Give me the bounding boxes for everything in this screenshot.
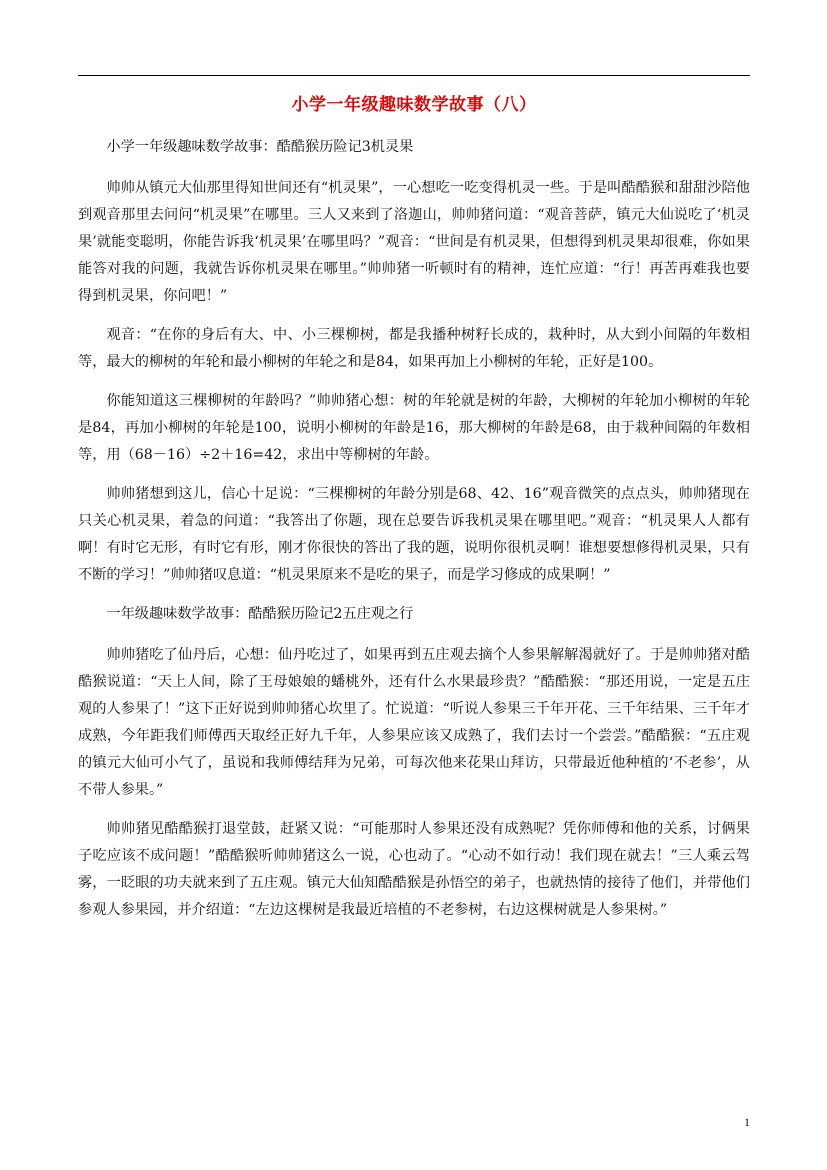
page-number: 1 [744, 1115, 750, 1129]
body-paragraph: 你能知道这三棵柳树的年龄吗？”帅帅猪心想：树的年轮就是树的年龄，大柳树的年轮加小柳树的年轮是84，再加小柳树的年轮是100，说明小柳树的年龄是16，那大柳树的年龄是68，由于栽种间隔的年数相等，用（68－16）÷2＋16=42，求出中等柳树的年龄。 [78, 393, 750, 463]
body-paragraph: 帅帅猪见酷酷猴打退堂鼓，赶紧又说：“可能那时人参果还没有成熟呢？凭你师傅和他的关系，讨俩果子吃应该不成问题！”酷酷猴听帅帅猪这么一说，心也动了。“心动不如行动！我们现在就去！”三人乘云驾雾，一眨眼的功夫就来到了五庄观。镇元大仙知酷酷猴是孙悟空的弟子，也就热情的接待了他们，并带他们参观人参果园，并介绍道：“左边这棵树是我最近培植的不老参树，右边这棵树就是人参果树。” [78, 821, 750, 918]
header-rule [78, 75, 750, 76]
body-paragraph: 帅帅猪想到这儿，信心十足说：“三棵柳树的年龄分别是68、42、16”观音微笑的点点头，帅帅猪现在只关心机灵果，着急的问道：“我答出了你题，现在总要告诉我机灵果在哪里吧。”观音：“机灵果人人都有啊！有时它无形，有时它有形，刚才你很快的答出了我的题，说明你很机灵啊！谁想要想修得机灵果，只有不断的学习！”帅帅猪叹息道：“机灵果原来不是吃的果子，而是学习修成的成果啊！” [78, 486, 750, 583]
section-heading: 小学一年级趣味数学故事：酷酷猴历险记3机灵果 [106, 139, 414, 155]
body-paragraph: 帅帅从镇元大仙那里得知世间还有“机灵果”，一心想吃一吃变得机灵一些。于是叫酷酷猴和甜甜沙陪他到观音那里去问问“机灵果”在哪里。三人又来到了洛迦山，帅帅猪问道：“观音菩萨，镇元大仙说吃了‘机灵果’就能变聪明，你能告诉我‘机灵果’在哪里吗？”观音：“世间是有机灵果，但想得到机灵果却很难，你如果能答对我的问题，我就告诉你机灵果在哪里。”帅帅猪一听顿时有的精神，连忙应道：“行！再苦再难我也要得到机灵果，你问吧！” [78, 180, 750, 304]
document-body [78, 134, 750, 936]
document-title: 小学一年级趣味数学故事（八） [291, 95, 537, 115]
body-paragraph: 帅帅猪吃了仙丹后，心想：仙丹吃过了，如果再到五庄观去摘个人参果解解渴就好了。于是帅帅猪对酷酷猴说道：“天上人间，除了王母娘娘的蟠桃外，还有什么水果最珍贵？”酷酷猴：“那还用说，一定是五庄观的人参果了！”这下正好说到帅帅猪心坎里了。忙说道：“听说人参果三千年开花、三千年结果、三千年才成熟，今年距我们师傅西天取经正好九千年，人参果应该又成熟了，我们去讨一个尝尝。”酷酷猴：“五庄观的镇元大仙可小气了，虽说和我师傅结拜为兄弟，可每次他来花果山拜访，只带最近他种植的‘不老参’，从不带人参果。” [78, 647, 750, 798]
section-heading: 一年级趣味数学故事：酷酷猴历险记2五庄观之行 [106, 606, 414, 622]
body-paragraph: 观音：“在你的身后有大、中、小三棵柳树，都是我播种树籽长成的，栽种时，从大到小间隔的年数相等，最大的柳树的年轮和最小柳树的年轮之和是84，如果再加上小柳树的年轮，正好是100。 [78, 327, 750, 370]
